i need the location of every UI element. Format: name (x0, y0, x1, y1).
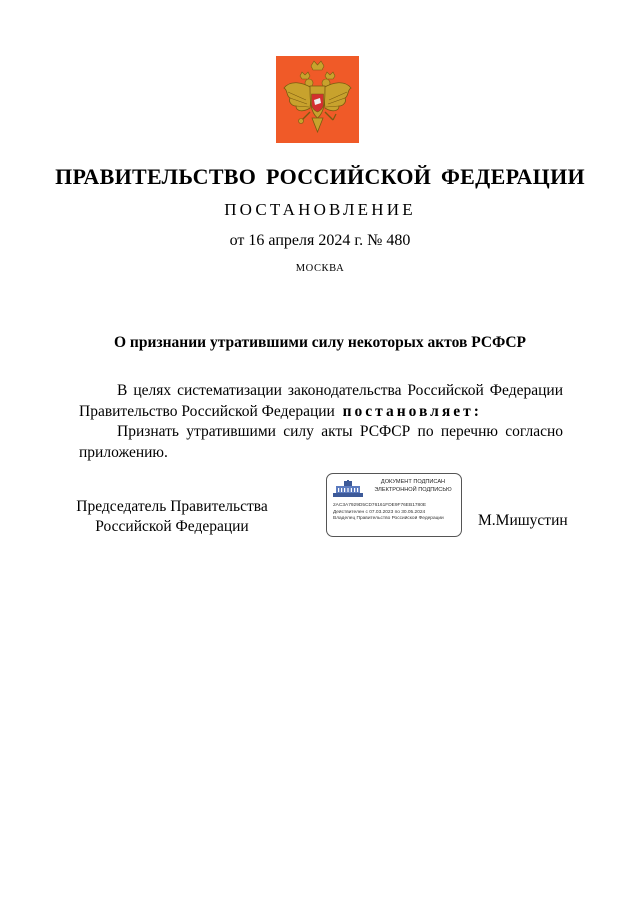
document-type: ПОСТАНОВЛЕНИЕ (224, 200, 416, 219)
signer-position (72, 497, 272, 537)
stamp-owner: Владелец Правительство Российской Федерации (333, 516, 444, 521)
document-subject: О признании утратившими силу некоторых актов РСФСР (113, 334, 527, 351)
stamp-certificate-serial: 2AC3A7929D5CD76161FDE9F76EB1780E (333, 503, 427, 508)
resolution-keyword: постановляет: (342, 403, 482, 420)
electronic-signature-stamp (326, 473, 462, 537)
paragraph-line (79, 401, 563, 422)
government-title: ПРАВИТЕЛЬСТВО РОССИЙСКОЙ ФЕДЕРАЦИИ (55, 164, 585, 189)
paragraph-line: приложению. (79, 444, 168, 461)
paragraph-resolution (79, 421, 563, 463)
stamp-title (367, 479, 459, 494)
paragraph-line: Признать утратившими силу акты РСФСР по перечню согласно (117, 423, 563, 440)
building-icon (333, 480, 363, 497)
paragraph-line: В целях систематизации законодательства Российской Федерации (117, 382, 563, 399)
paragraph-text: Правительство Российской Федерации (79, 403, 335, 420)
signer-position-line: Российской Федерации (95, 518, 249, 535)
signer-name: М.Мишустин (478, 512, 568, 529)
signer-position-line: Председатель Правительства (76, 498, 268, 515)
document-date-number: от 16 апреля 2024 г. № 480 (229, 232, 411, 249)
document-city: МОСКВА (295, 263, 345, 274)
paragraph-preamble (79, 380, 563, 422)
stamp-title-line: ДОКУМЕНТ ПОДПИСАН (380, 479, 446, 485)
stamp-title-line: ЭЛЕКТРОННОЙ ПОДПИСЬЮ (374, 486, 452, 493)
coat-of-arms-icon (276, 56, 359, 143)
stamp-validity: Действителен с 07.03.2023 по 30.05.2024 (333, 510, 426, 515)
